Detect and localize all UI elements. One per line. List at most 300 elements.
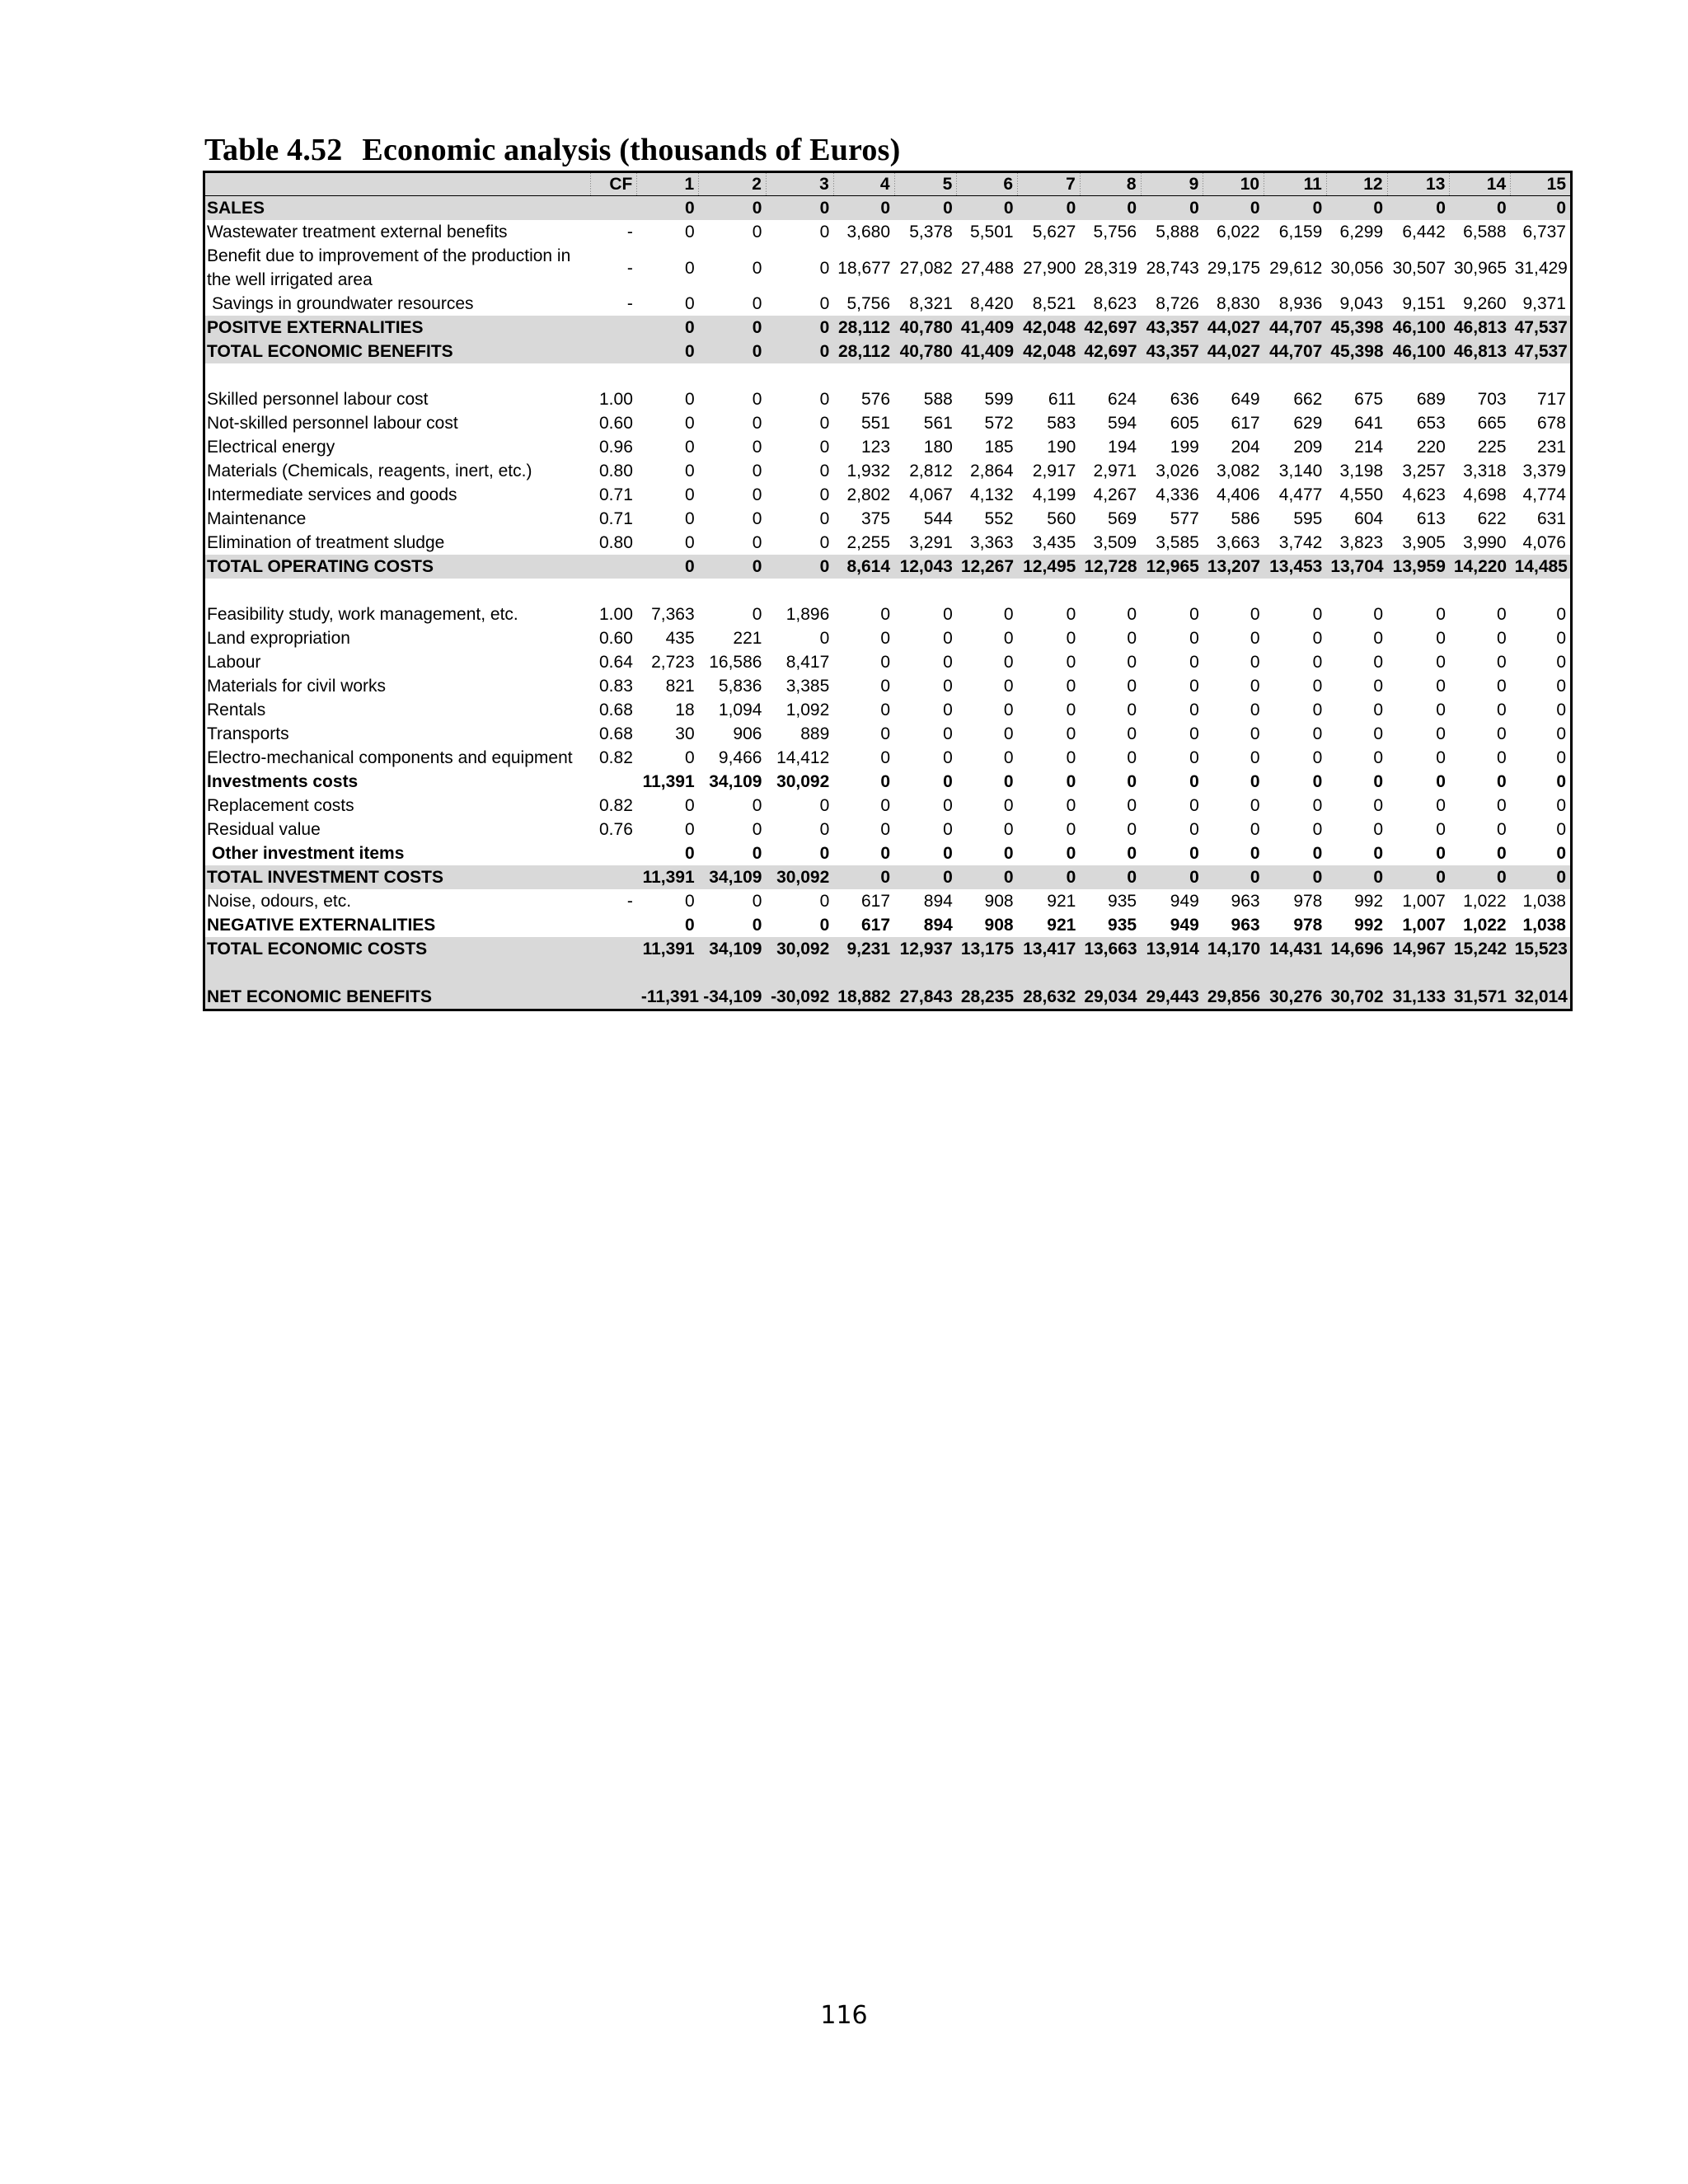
value-cell: 0 — [637, 196, 699, 221]
value-cell: 5,627 — [1032, 223, 1076, 241]
value-cell: 0 — [1312, 605, 1323, 624]
value-cell: 45,398 — [1326, 316, 1387, 340]
value-cell: 963 — [1231, 892, 1260, 911]
value-cell: 0 — [1450, 196, 1511, 221]
value-cell: 30,276 — [1264, 985, 1327, 1010]
value-cell: 0 — [880, 796, 891, 815]
value-cell: 214 — [1354, 438, 1384, 457]
value-cell: 0 — [1127, 820, 1137, 839]
value-cell: 13,914 — [1141, 937, 1203, 961]
value-cell: 689 — [1416, 390, 1446, 409]
row-label-text: Other investment items — [212, 844, 405, 863]
value-cell: 0 — [1066, 844, 1076, 863]
row-label-text: TOTAL ECONOMIC COSTS — [207, 940, 428, 958]
value-cell: 3,379 — [1522, 462, 1566, 480]
value-cell: 3,363 — [970, 533, 1014, 552]
value-cell: 0 — [1436, 629, 1446, 648]
value-cell: 0 — [880, 724, 891, 743]
cf-cell: 0.76 — [599, 820, 633, 839]
value-cell: 0 — [1066, 629, 1076, 648]
value-cell: 5,501 — [970, 223, 1014, 241]
value-cell: 0 — [1373, 772, 1384, 791]
table-row — [204, 985, 1572, 1010]
value-cell: 0 — [943, 748, 953, 767]
value-cell: 0 — [1250, 772, 1260, 791]
cf-cell — [590, 841, 637, 865]
value-cell: 0 — [1066, 820, 1076, 839]
row-label-text: Materials (Chemicals, reagents, inert, etc.) — [207, 462, 532, 480]
table-row — [204, 865, 1572, 889]
value-cell: 0 — [1556, 772, 1566, 791]
row-label-text: Wastewater treatment external benefits — [207, 223, 508, 241]
value-cell: 2,812 — [909, 462, 953, 480]
value-cell: 0 — [752, 509, 762, 528]
value-cell: 605 — [1170, 414, 1199, 433]
value-cell: 27,082 — [899, 258, 953, 278]
value-cell: 0 — [1189, 677, 1199, 696]
value-cell: 0 — [1018, 865, 1081, 889]
economic-analysis-table — [203, 171, 1573, 1011]
row-label — [204, 459, 591, 483]
value-cell: 27,488 — [960, 258, 1015, 278]
value-cell: 631 — [1536, 509, 1566, 528]
value-cell: 3,082 — [1217, 462, 1260, 480]
value-cell: 123 — [861, 438, 891, 457]
row-label — [204, 244, 591, 292]
row-label — [204, 746, 591, 770]
value-cell: 0 — [880, 748, 891, 767]
cf-cell: 0.82 — [599, 748, 633, 767]
value-cell: 1,007 — [1402, 892, 1446, 911]
value-cell: 583 — [1047, 414, 1076, 433]
value-cell: 949 — [1170, 892, 1199, 911]
value-cell: 194 — [1108, 438, 1137, 457]
value-cell: 45,398 — [1326, 340, 1387, 363]
value-cell: 0 — [1312, 748, 1323, 767]
value-cell: 588 — [923, 390, 953, 409]
value-cell: 4,132 — [970, 485, 1014, 504]
value-cell: 636 — [1170, 390, 1199, 409]
table-row — [204, 698, 1572, 722]
value-cell: 0 — [1436, 820, 1446, 839]
value-cell: 0 — [1436, 844, 1446, 863]
value-cell: 0 — [1189, 653, 1199, 672]
value-cell: 0 — [1387, 196, 1450, 221]
value-cell: 0 — [880, 629, 891, 648]
value-cell: 0 — [752, 294, 762, 313]
value-cell: 0 — [819, 820, 830, 839]
value-cell: 0 — [1018, 196, 1081, 221]
value-cell: 1,022 — [1463, 916, 1507, 935]
value-cell: 0 — [894, 196, 957, 221]
value-cell: -30,092 — [766, 985, 833, 1010]
value-cell: 0 — [1003, 629, 1014, 648]
value-cell: 0 — [943, 653, 953, 672]
value-cell: 0 — [1312, 677, 1323, 696]
value-cell: 0 — [894, 865, 957, 889]
cf-cell — [590, 985, 637, 1010]
value-cell: 0 — [684, 223, 695, 241]
value-cell: 185 — [984, 438, 1014, 457]
value-cell: 9,371 — [1522, 294, 1566, 313]
value-cell: 2,971 — [1093, 462, 1137, 480]
value-cell: 0 — [1189, 724, 1199, 743]
value-cell: 0 — [1066, 605, 1076, 624]
value-cell: 978 — [1293, 916, 1323, 935]
value-cell: 220 — [1416, 438, 1446, 457]
value-cell: 0 — [1556, 724, 1566, 743]
value-cell: 9,466 — [718, 748, 762, 767]
value-cell: 0 — [1080, 865, 1141, 889]
value-cell: 0 — [1511, 196, 1572, 221]
value-cell: 613 — [1416, 509, 1446, 528]
value-cell: 0 — [752, 390, 762, 409]
spacer-cell — [204, 363, 1572, 387]
value-cell: 0 — [1003, 772, 1014, 791]
value-cell: 0 — [1496, 844, 1507, 863]
value-cell: 935 — [1108, 892, 1137, 911]
value-cell: 375 — [861, 509, 891, 528]
value-cell: 0 — [1373, 605, 1384, 624]
table-row — [204, 316, 1572, 340]
value-cell: 30,507 — [1392, 258, 1446, 278]
value-cell: -34,109 — [699, 985, 767, 1010]
value-cell: 0 — [1250, 748, 1260, 767]
table-row — [204, 555, 1572, 579]
value-cell: 0 — [1250, 653, 1260, 672]
value-cell: 0 — [1066, 724, 1076, 743]
value-cell: 13,175 — [957, 937, 1018, 961]
value-cell: 0 — [752, 844, 762, 863]
value-cell: 3,318 — [1463, 462, 1507, 480]
cf-cell: - — [626, 223, 633, 241]
value-cell: 0 — [880, 701, 891, 719]
row-label-text: TOTAL INVESTMENT COSTS — [207, 868, 444, 887]
cf-cell — [590, 316, 637, 340]
value-cell: 4,698 — [1463, 485, 1507, 504]
value-cell: 4,477 — [1278, 485, 1323, 504]
value-cell: 0 — [752, 438, 762, 457]
value-cell: 894 — [923, 892, 953, 911]
table-row — [204, 770, 1572, 794]
table-row — [204, 650, 1572, 674]
value-cell: 199 — [1170, 438, 1199, 457]
table-row — [204, 841, 1572, 865]
value-cell: 604 — [1354, 509, 1384, 528]
value-cell: 0 — [1127, 629, 1137, 648]
value-cell: 0 — [752, 796, 762, 815]
value-cell: 30 — [675, 724, 695, 743]
value-cell: 0 — [1250, 605, 1260, 624]
value-cell: 935 — [1108, 916, 1137, 935]
value-cell: 0 — [1127, 748, 1137, 767]
value-cell: 4,623 — [1402, 485, 1446, 504]
value-cell: 42,697 — [1080, 340, 1141, 363]
row-label-text: NEGATIVE EXTERNALITIES — [207, 916, 436, 935]
value-cell: 43,357 — [1141, 340, 1203, 363]
value-cell: 1,932 — [846, 462, 891, 480]
value-cell: 0 — [1189, 772, 1199, 791]
value-cell: 0 — [752, 223, 762, 241]
value-cell: 209 — [1293, 438, 1323, 457]
value-cell: 4,267 — [1093, 485, 1137, 504]
value-cell: 0 — [1250, 724, 1260, 743]
value-cell: 0 — [699, 555, 767, 579]
value-cell: 0 — [766, 555, 833, 579]
row-label — [204, 650, 591, 674]
value-cell: 0 — [637, 340, 699, 363]
value-cell: 0 — [819, 629, 830, 648]
value-cell: 27,843 — [894, 985, 957, 1010]
value-cell: 544 — [923, 509, 953, 528]
value-cell: 0 — [1436, 748, 1446, 767]
row-label-text: Investments costs — [207, 772, 359, 791]
table-row — [204, 626, 1572, 650]
value-cell: 617 — [861, 892, 891, 911]
value-cell: 0 — [880, 605, 891, 624]
value-cell: 0 — [1066, 796, 1076, 815]
value-cell: 594 — [1108, 414, 1137, 433]
value-cell: 963 — [1231, 916, 1260, 935]
value-cell: 34,109 — [709, 772, 762, 791]
value-cell: 978 — [1293, 892, 1323, 911]
value-cell: 4,406 — [1217, 485, 1260, 504]
value-cell: 3,823 — [1339, 533, 1384, 552]
value-cell: 0 — [1436, 677, 1446, 696]
value-cell: 0 — [766, 340, 833, 363]
value-cell: 0 — [1066, 677, 1076, 696]
value-cell: 231 — [1536, 438, 1566, 457]
value-cell: 4,336 — [1156, 485, 1199, 504]
table-row — [204, 531, 1572, 555]
value-cell: 40,780 — [894, 316, 957, 340]
value-cell: 6,159 — [1278, 223, 1323, 241]
value-cell: 5,756 — [1093, 223, 1137, 241]
table-row — [204, 818, 1572, 841]
row-label — [204, 674, 591, 698]
row-label-text: Savings in groundwater resources — [212, 294, 474, 313]
value-cell: 0 — [957, 865, 1018, 889]
value-cell: 3,509 — [1093, 533, 1137, 552]
value-cell: 47,537 — [1511, 316, 1572, 340]
value-cell: 0 — [637, 555, 699, 579]
header-label-cell — [204, 172, 591, 196]
value-cell: 29,034 — [1080, 985, 1141, 1010]
value-cell: 0 — [1127, 844, 1137, 863]
value-cell: 18,677 — [837, 258, 891, 278]
row-label-text: Intermediate services and goods — [207, 485, 457, 504]
cf-cell: - — [626, 892, 633, 911]
value-cell: 0 — [1436, 724, 1446, 743]
value-cell: 12,965 — [1141, 555, 1203, 579]
value-cell: 1,038 — [1522, 916, 1566, 935]
value-cell: 32,014 — [1511, 985, 1572, 1010]
value-cell: 40,780 — [894, 340, 957, 363]
value-cell: 29,856 — [1203, 985, 1264, 1010]
table-row — [204, 937, 1572, 961]
value-cell: 8,521 — [1032, 294, 1076, 313]
value-cell: 0 — [819, 462, 830, 480]
row-label — [204, 985, 591, 1010]
value-cell: 18,882 — [833, 985, 894, 1010]
header-year-6: 6 — [957, 172, 1018, 196]
value-cell: 0 — [1189, 820, 1199, 839]
value-cell: 1,022 — [1463, 892, 1507, 911]
value-cell: 0 — [752, 605, 762, 624]
value-cell: 0 — [1003, 724, 1014, 743]
value-cell: 0 — [1066, 653, 1076, 672]
value-cell: 586 — [1231, 509, 1260, 528]
cf-cell: 1.00 — [599, 390, 633, 409]
value-cell: 0 — [1312, 653, 1323, 672]
value-cell: 34,109 — [699, 937, 767, 961]
row-label-text: NET ECONOMIC BENEFITS — [207, 987, 433, 1006]
value-cell: 0 — [1003, 605, 1014, 624]
value-cell: 0 — [1556, 701, 1566, 719]
value-cell: 0 — [1556, 629, 1566, 648]
value-cell: 0 — [1496, 772, 1507, 791]
value-cell: 0 — [1436, 653, 1446, 672]
header-cf: CF — [590, 172, 637, 196]
value-cell: 0 — [1556, 605, 1566, 624]
value-cell: 0 — [1496, 724, 1507, 743]
value-cell: 0 — [1250, 677, 1260, 696]
cf-cell — [590, 555, 637, 579]
row-label-text: SALES — [207, 199, 265, 218]
row-label-text: Maintenance — [207, 509, 307, 528]
value-cell: 662 — [1293, 390, 1323, 409]
value-cell: 894 — [923, 916, 953, 935]
cf-cell: 0.60 — [599, 629, 633, 648]
table-header — [204, 172, 1572, 196]
value-cell: 0 — [880, 772, 891, 791]
value-cell: 0 — [1312, 701, 1323, 719]
value-cell: 43,357 — [1141, 316, 1203, 340]
value-cell: 906 — [733, 724, 762, 743]
value-cell: 0 — [819, 796, 830, 815]
value-cell: 14,967 — [1387, 937, 1450, 961]
value-cell: 624 — [1108, 390, 1137, 409]
value-cell: 3,585 — [1156, 533, 1199, 552]
value-cell: 0 — [1127, 605, 1137, 624]
value-cell: 46,813 — [1450, 316, 1511, 340]
value-cell: 0 — [819, 844, 830, 863]
value-cell: 0 — [819, 258, 830, 278]
row-label — [204, 937, 591, 961]
value-cell: 0 — [1373, 677, 1384, 696]
value-cell: 0 — [880, 844, 891, 863]
table-row — [204, 196, 1572, 221]
value-cell: 0 — [684, 916, 695, 935]
value-cell: 0 — [1373, 653, 1384, 672]
value-cell: 0 — [752, 533, 762, 552]
cf-cell: 0.64 — [599, 653, 633, 672]
value-cell: 14,412 — [776, 748, 830, 767]
value-cell: 0 — [819, 390, 830, 409]
value-cell: 8,830 — [1217, 294, 1260, 313]
page-number: 116 — [820, 2001, 868, 2030]
table-row — [204, 889, 1572, 913]
value-cell: 551 — [861, 414, 891, 433]
value-cell: 0 — [699, 316, 767, 340]
value-cell: 3,990 — [1463, 533, 1507, 552]
value-cell: 47,537 — [1511, 340, 1572, 363]
value-cell: 46,100 — [1387, 316, 1450, 340]
value-cell: 28,743 — [1146, 258, 1199, 278]
row-label — [204, 555, 591, 579]
value-cell: 992 — [1354, 892, 1384, 911]
value-cell: 0 — [1066, 748, 1076, 767]
cf-cell: 0.96 — [599, 438, 633, 457]
row-label — [204, 292, 591, 316]
cf-cell: 0.82 — [599, 796, 633, 815]
value-cell: 14,431 — [1264, 937, 1327, 961]
value-cell: 0 — [1250, 820, 1260, 839]
header-year-12: 12 — [1326, 172, 1387, 196]
value-cell: 46,100 — [1387, 340, 1450, 363]
value-cell: 6,299 — [1339, 223, 1384, 241]
value-cell: 30,056 — [1330, 258, 1384, 278]
value-cell: 31,571 — [1450, 985, 1511, 1010]
value-cell: 0 — [1189, 796, 1199, 815]
cf-cell: - — [626, 294, 633, 313]
value-cell: 0 — [1250, 629, 1260, 648]
value-cell: 622 — [1477, 509, 1507, 528]
value-cell: 435 — [665, 629, 695, 648]
value-cell: 30,092 — [766, 937, 833, 961]
value-cell: 30,965 — [1453, 258, 1507, 278]
value-cell: 8,417 — [785, 653, 830, 672]
value-cell: 0 — [943, 772, 953, 791]
value-cell: 2,864 — [970, 462, 1014, 480]
value-cell: 1,896 — [785, 605, 830, 624]
value-cell: 0 — [684, 533, 695, 552]
row-label — [204, 507, 591, 531]
row-label-text: Transports — [207, 724, 289, 743]
value-cell: 29,612 — [1269, 258, 1323, 278]
value-cell: 0 — [1003, 748, 1014, 767]
value-cell: 921 — [1047, 916, 1076, 935]
value-cell: 0 — [1373, 844, 1384, 863]
value-cell: 821 — [665, 677, 695, 696]
value-cell: 15,242 — [1450, 937, 1511, 961]
value-cell: 8,420 — [970, 294, 1014, 313]
value-cell: 576 — [861, 390, 891, 409]
value-cell: 4,774 — [1522, 485, 1566, 504]
value-cell: 0 — [819, 533, 830, 552]
value-cell: 44,707 — [1264, 340, 1327, 363]
value-cell: 29,443 — [1141, 985, 1203, 1010]
value-cell: 6,737 — [1522, 223, 1566, 241]
value-cell: 3,905 — [1402, 533, 1446, 552]
header-year-8: 8 — [1080, 172, 1141, 196]
value-cell: 3,026 — [1156, 462, 1199, 480]
value-cell: 8,614 — [833, 555, 894, 579]
value-cell: 42,048 — [1018, 316, 1081, 340]
value-cell: 2,802 — [846, 485, 891, 504]
value-cell: 30,702 — [1326, 985, 1387, 1010]
value-cell: 0 — [1556, 820, 1566, 839]
row-label — [204, 626, 591, 650]
table-row — [204, 674, 1572, 698]
value-cell: 28,319 — [1084, 258, 1137, 278]
value-cell: 560 — [1047, 509, 1076, 528]
value-cell: 14,696 — [1326, 937, 1387, 961]
row-label-text: Feasibility study, work management, etc. — [207, 605, 518, 624]
value-cell: 0 — [684, 485, 695, 504]
value-cell: 4,076 — [1522, 533, 1566, 552]
table-row — [204, 220, 1572, 244]
